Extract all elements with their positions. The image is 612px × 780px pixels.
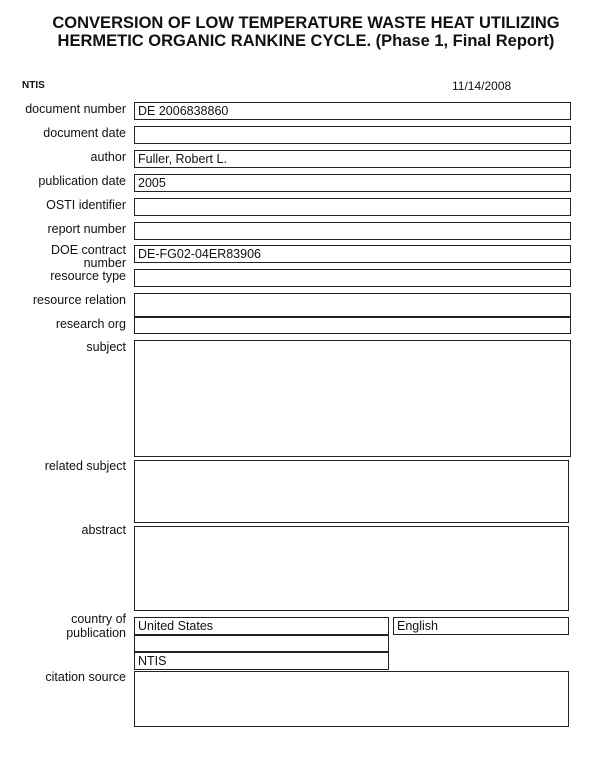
- resource-type-field: [134, 269, 571, 287]
- research-org-field: [134, 317, 571, 334]
- subject-label: subject: [86, 340, 126, 354]
- document-number-field: DE 2006838860: [134, 102, 571, 120]
- resource-relation-field: [134, 293, 571, 317]
- research-org-label: research org: [55, 317, 126, 331]
- related-subject-field: [134, 460, 569, 523]
- publication-date-label: publication date: [38, 174, 126, 188]
- extra-field: [134, 635, 389, 652]
- document-date-label: document date: [43, 126, 126, 140]
- document-date-field: [134, 126, 571, 144]
- citation-source-field: [134, 671, 569, 727]
- report-number-label: report number: [47, 222, 126, 236]
- distributor-field: NTIS: [134, 652, 389, 670]
- publication-date-field: 2005: [134, 174, 571, 192]
- language-field: English: [393, 617, 569, 635]
- resource-type-label: resource type: [50, 269, 126, 283]
- report-number-field: [134, 222, 571, 240]
- source-label: NTIS: [22, 80, 45, 91]
- resource-relation-label: resource relation: [32, 293, 126, 307]
- doe-contract-label-number: number: [83, 256, 126, 270]
- report-date: 11/14/2008: [452, 79, 512, 93]
- abstract-label: abstract: [81, 523, 126, 537]
- osti-identifier-label: OSTI identifier: [46, 198, 126, 212]
- osti-identifier-field: [134, 198, 571, 216]
- citation-source-label: citation source: [45, 670, 126, 684]
- document-number-label: document number: [25, 102, 126, 116]
- country-label: country of: [71, 612, 126, 626]
- subject-field: [134, 340, 571, 457]
- doe-contract-label: DOE contract: [50, 243, 126, 257]
- document-title: CONVERSION OF LOW TEMPERATURE WASTE HEAT UTILIZING HERMETIC ORGANIC RANKINE CYCLE. (Phase 1, Final Report): [52, 14, 560, 50]
- abstract-field: [134, 526, 569, 611]
- author-field: Fuller, Robert L.: [134, 150, 571, 168]
- country-label-publication: publication: [66, 626, 126, 640]
- country-of-publication-field: United States: [134, 617, 389, 635]
- related-subject-label: related subject: [44, 459, 126, 473]
- author-label: author: [90, 150, 126, 164]
- doe-contract-number-field: DE-FG02-04ER83906: [134, 245, 571, 263]
